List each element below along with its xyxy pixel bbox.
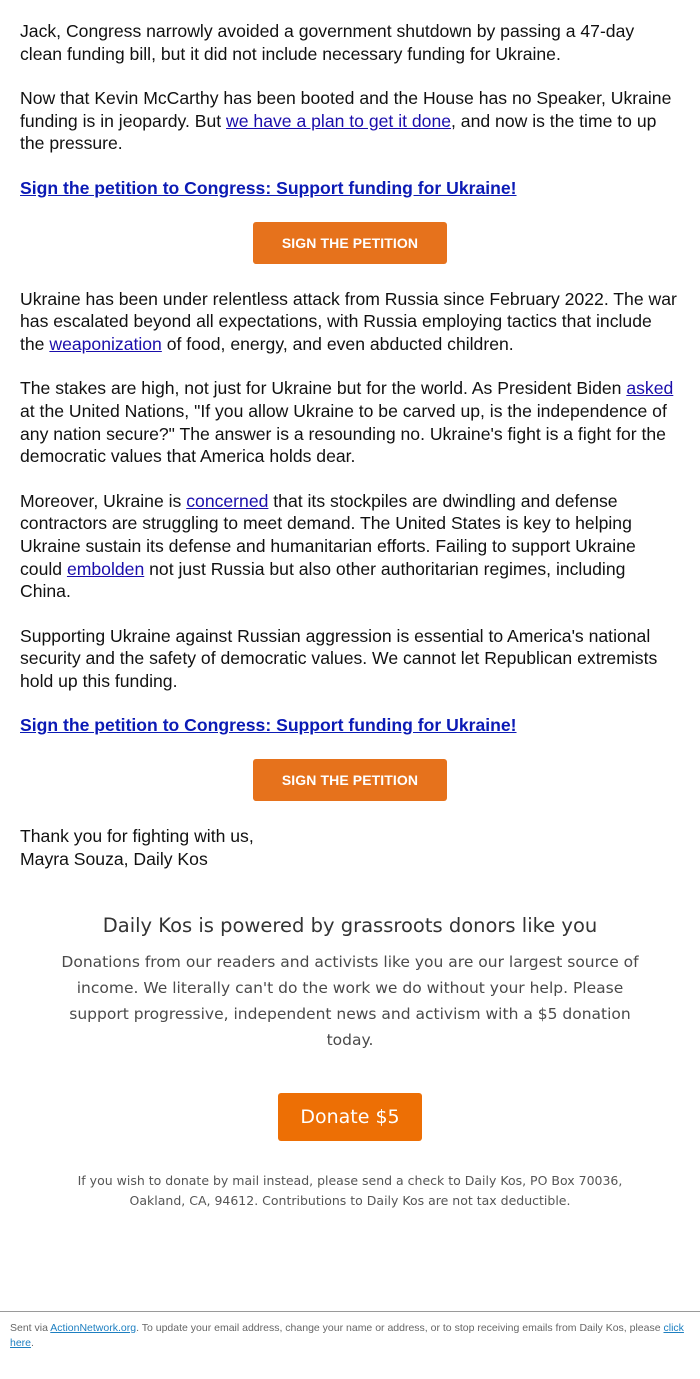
plan-text-after: , and now is the time to up the pressure.	[20, 110, 657, 154]
plan-text-before: Now that Kevin McCarthy has been booted and the House has no Speaker, Ukraine funding is in jeopardy. But	[20, 88, 672, 131]
petition-button-container-top	[20, 222, 680, 264]
donation-promo	[0, 914, 700, 1211]
attack-text-after: of food, energy, and even abducted children.	[161, 333, 514, 354]
email-footer	[0, 1311, 700, 1351]
petition-button-container-bottom	[20, 759, 680, 801]
stockpiles-paragraph	[20, 490, 680, 603]
stakes-text-after: at the United Nations, "If you allow Ukraine to be carved up, is the independence of any nation secure?" The answer is a resounding no. Ukraine's fight is a fight for the democratic values that America holds dear.	[20, 400, 667, 467]
attack-text-before: Ukraine has been under relentless attack from Russia since February 2022. The war has escalated beyond all expectations, with Russia employing tactics that include the	[20, 288, 677, 354]
petition-cta-link-bottom[interactable]: Sign the petition to Congress: Support funding for Ukraine!	[20, 715, 517, 736]
footer-sent-via: Sent via	[10, 1322, 51, 1334]
donate-button[interactable]: Donate $5	[278, 1093, 422, 1141]
unsubscribe-link[interactable]: click here	[10, 1322, 684, 1349]
cta-paragraph-top	[20, 177, 680, 200]
cta-paragraph-bottom	[20, 714, 680, 737]
plan-link[interactable]: we have a plan to get it done	[226, 110, 452, 131]
plan-paragraph	[20, 87, 680, 155]
stockpiles-text-middle: that its stockpiles are dwindling and defense contractors are struggling to meet demand. The United States is key to helping Ukraine sustain its defense and humanitarian efforts. Failing to support Ukraine could	[20, 490, 636, 579]
footer-end: .	[31, 1337, 34, 1349]
footer-text: . To update your email address, change your name or address, or to stop receiving emails from Daily Kos, please	[136, 1322, 664, 1334]
stockpiles-text-before: Moreover, Ukraine is	[20, 490, 187, 511]
intro-paragraph: Jack, Congress narrowly avoided a government shutdown by passing a 47-day clean funding bill, but it did not include necessary funding for Ukraine.	[20, 21, 635, 64]
actionnetwork-link[interactable]: ActionNetwork.org	[50, 1322, 137, 1334]
signoff-line-1: Thank you for fighting with us,	[20, 826, 254, 847]
promo-description: Donations from our readers and activists like you are our largest source of income. We literally can't do the work we do without your help. Please support progressive, independent news and activism with a $5 donation today.	[61, 953, 639, 1050]
signoff	[20, 825, 680, 870]
stakes-paragraph	[20, 377, 680, 467]
asked-link[interactable]: asked	[626, 378, 674, 399]
weaponization-link[interactable]: weaponization	[49, 333, 162, 354]
sign-petition-button-top[interactable]: SIGN THE PETITION	[253, 222, 447, 264]
promo-heading: Daily Kos is powered by grassroots donors like you	[102, 914, 598, 938]
attack-paragraph	[20, 288, 680, 356]
embolden-link[interactable]: embolden	[66, 558, 145, 579]
supporting-paragraph: Supporting Ukraine against Russian aggression is essential to America's national security and the safety of democratic values. We cannot let Republican extremists hold up this funding.	[20, 625, 658, 691]
concerned-link[interactable]: concerned	[186, 490, 269, 511]
stakes-text-before: The stakes are high, not just for Ukraine but for the world. As President Biden	[20, 378, 627, 399]
mail-donation-note: If you wish to donate by mail instead, please send a check to Daily Kos, PO Box 70036, Oakland, CA, 94612. Contributions to Daily Kos are not tax deductible.	[77, 1173, 623, 1209]
stockpiles-text-after: not just Russia but also other authoritarian regimes, including China.	[20, 558, 626, 602]
signoff-line-2: Mayra Souza, Daily Kos	[20, 848, 208, 869]
sign-petition-button-bottom[interactable]: SIGN THE PETITION	[253, 759, 447, 801]
petition-cta-link-top[interactable]: Sign the petition to Congress: Support funding for Ukraine!	[20, 177, 517, 198]
